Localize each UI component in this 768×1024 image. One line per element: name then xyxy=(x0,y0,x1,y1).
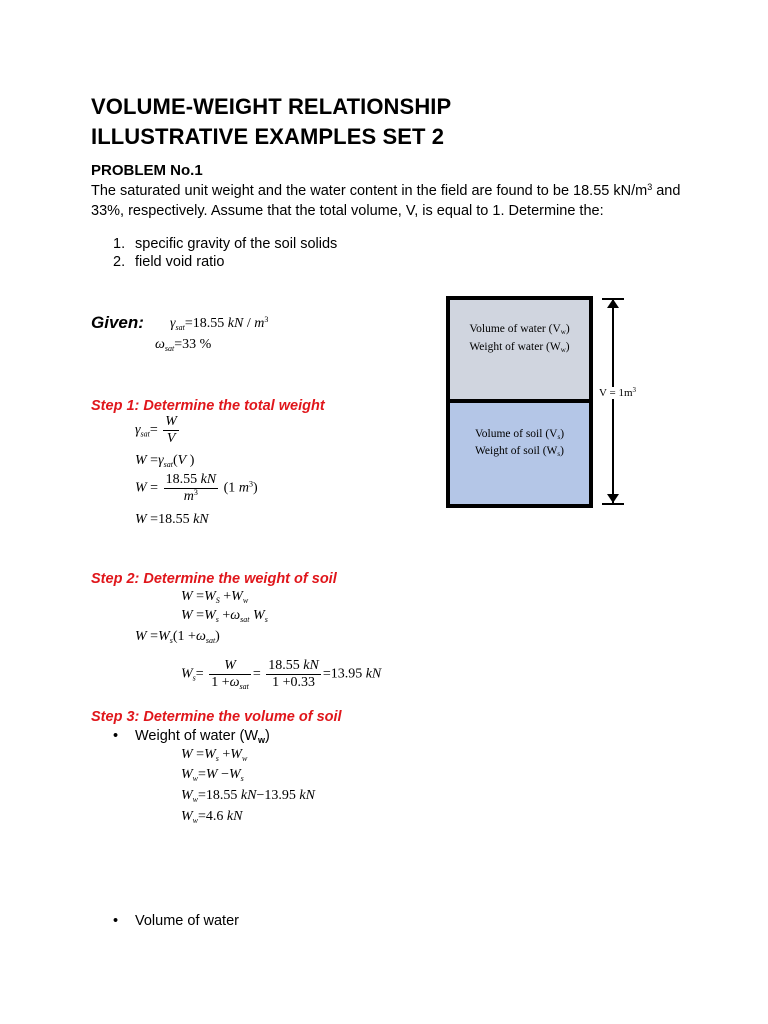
arrow-up-icon xyxy=(606,299,620,309)
problem-heading: PROBLEM No.1 xyxy=(91,162,203,179)
equation-water-weight-result: $W_w=4.6$ kN xyxy=(181,809,243,825)
equation-soil-weight-result: $W_s=$ $\frac{W}{1 +\omega_{sat}}$ = $\frac{18.55 kN}{1 +0.33}$ =13.95 kN xyxy=(181,658,382,691)
step-1-heading: Step 1: Determine the total weight xyxy=(91,398,325,414)
equation-weight-substitution: W = $\frac{18.55 kN}{m^3}$ (1 $m^3$) xyxy=(135,472,258,504)
bullet-volume-of-water: • Volume of water xyxy=(113,913,239,929)
given-equation-unit-weight: $\gamma_{sat}=18.55$ kN / $m^3$ xyxy=(170,315,269,332)
requirement-item: 1. specific gravity of the soil solids xyxy=(113,236,338,252)
equation-weight-sum: $W =W_s +W_w$ xyxy=(181,747,248,763)
equation-weight-result: W =18.55 kN xyxy=(135,512,209,527)
equation-water-weight-substitution: $W_w=18.55$ kN−13.95 kN xyxy=(181,788,315,804)
arrow-down-icon xyxy=(606,494,620,504)
requirement-item: 2. field void ratio xyxy=(113,254,225,270)
title-line-1: VOLUME-WEIGHT RELATIONSHIP xyxy=(91,94,452,119)
water-weight-label: Weight of water $(W_w)$ xyxy=(469,341,570,354)
bullet-weight-of-water: • Weight of water $(W_w)$ xyxy=(113,728,270,745)
equation-weight-water-content: $W =W_s +\omega_{sat}$ $W_s$ xyxy=(181,608,268,624)
equation-weight-factored: $W =W_s(1 +\omega_{sat})$ xyxy=(135,629,220,645)
equation-weight-expression: $W =\gamma_{sat}(V$ ) xyxy=(135,453,195,469)
equation-water-weight-expression: $W_w=W -W_s$ xyxy=(181,767,244,783)
equation-weight-components: $W =W_S +W_w$ xyxy=(181,589,249,605)
title-line-2: ILLUSTRATIVE EXAMPLES SET 2 xyxy=(91,124,445,149)
given-label: Given: xyxy=(91,313,144,332)
step-3-heading: Step 3: Determine the volume of soil xyxy=(91,709,342,725)
water-volume-label: Volume of water $(V_w)$ xyxy=(469,323,570,336)
step-2-heading: Step 2: Determine the weight of soil xyxy=(91,571,337,587)
total-volume-label: $V = 1m^3$ xyxy=(599,386,637,399)
soil-volume-label: Volume of soil $(V_s)$ xyxy=(474,428,565,441)
given-equation-water-content: $\omega_{sat}=33$ % xyxy=(155,337,212,353)
problem-statement: The saturated unit weight and the water content in the field are found to be 18.55 $kN/m^3$ and 33%, respectively. Assume that the total volume, V, is equal to 1. Determine the: xyxy=(91,182,681,219)
dimension-line xyxy=(612,299,614,504)
soil-weight-label: Weight of soil $(W_s)$ xyxy=(474,445,564,458)
equation-unit-weight-definition: $\gamma_{sat}=$ $\frac{W}{V}$ xyxy=(135,414,177,446)
